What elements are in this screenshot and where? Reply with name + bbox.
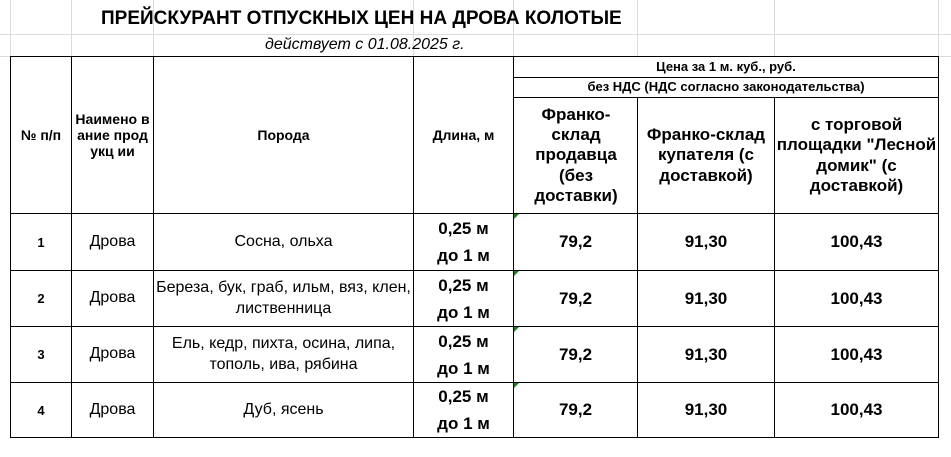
row-length xyxy=(414,271,513,326)
document-subtitle: действует с 01.08.2025 г. xyxy=(265,36,465,53)
row-number: 4 xyxy=(37,402,45,418)
length-to: до 1 м xyxy=(437,414,490,433)
row-breed: Ель, кедр, пихта, осина, липа, тополь, ива, рябина xyxy=(171,334,396,373)
row-length xyxy=(414,327,513,382)
corner-marker xyxy=(514,327,519,332)
corner-marker xyxy=(514,271,519,276)
corner-marker xyxy=(514,383,519,388)
row-number: 2 xyxy=(37,291,45,306)
price-buyer: 91,30 xyxy=(684,344,728,364)
length-from: 0,25 м xyxy=(438,275,489,295)
header-vat-note: без НДС (НДС согласно законодательства) xyxy=(587,79,865,95)
row-product: Дрова xyxy=(89,289,136,307)
price-buyer: 91,30 xyxy=(684,400,728,419)
length-from: 0,25 м xyxy=(438,387,489,406)
price-buyer: 91,30 xyxy=(684,288,728,308)
header-product: Наимено вание продукц ии xyxy=(75,110,150,160)
price-site: 100,43 xyxy=(830,288,883,308)
row-product: Дрова xyxy=(89,345,136,363)
row-number: 3 xyxy=(37,347,45,362)
length-to: до 1 м xyxy=(437,302,490,322)
price-site: 100,43 xyxy=(830,344,883,364)
header-buyer-warehouse: Франко-склад купателя (с доставкой) xyxy=(646,124,766,185)
row-product: Дрова xyxy=(89,400,136,418)
row-breed: Береза, бук, граб, ильм, вяз, клен, лиственница xyxy=(156,278,411,317)
row-breed: Дуб, ясень xyxy=(243,400,324,418)
header-breed: Порода xyxy=(257,127,310,143)
row-length xyxy=(414,383,513,437)
length-to: до 1 м xyxy=(437,358,490,378)
price-site: 100,43 xyxy=(830,400,883,419)
header-trade-site: с торговой площадки "Лесной домик" (с доставкой) xyxy=(776,114,937,195)
grid-line xyxy=(0,34,951,35)
header-length: Длина, м xyxy=(432,127,495,143)
length-from: 0,25 м xyxy=(438,331,489,351)
table-border xyxy=(10,437,939,438)
row-length xyxy=(414,214,513,270)
header-seller-warehouse: Франко-склад продавца (без доставки) xyxy=(534,104,618,206)
header-number: № п/п xyxy=(20,126,62,143)
price-buyer: 91,30 xyxy=(684,232,728,251)
price-site: 100,43 xyxy=(830,232,883,251)
price-seller: 79,2 xyxy=(558,344,593,364)
price-seller: 79,2 xyxy=(558,400,593,419)
length-from: 0,25 м xyxy=(438,219,489,238)
row-product: Дрова xyxy=(89,232,136,250)
row-number: 1 xyxy=(37,234,45,250)
length-to: до 1 м xyxy=(437,246,490,265)
price-seller: 79,2 xyxy=(558,288,593,308)
table-border xyxy=(938,56,939,438)
header-price-group: Цена за 1 м. куб., руб. xyxy=(656,58,796,74)
document-title: ПРЕЙСКУРАНТ ОТПУСКНЫХ ЦЕН НА ДРОВА КОЛОТЫЕ xyxy=(101,8,622,29)
row-breed: Сосна, ольха xyxy=(234,232,333,250)
corner-marker xyxy=(514,214,519,219)
price-seller: 79,2 xyxy=(558,232,593,251)
